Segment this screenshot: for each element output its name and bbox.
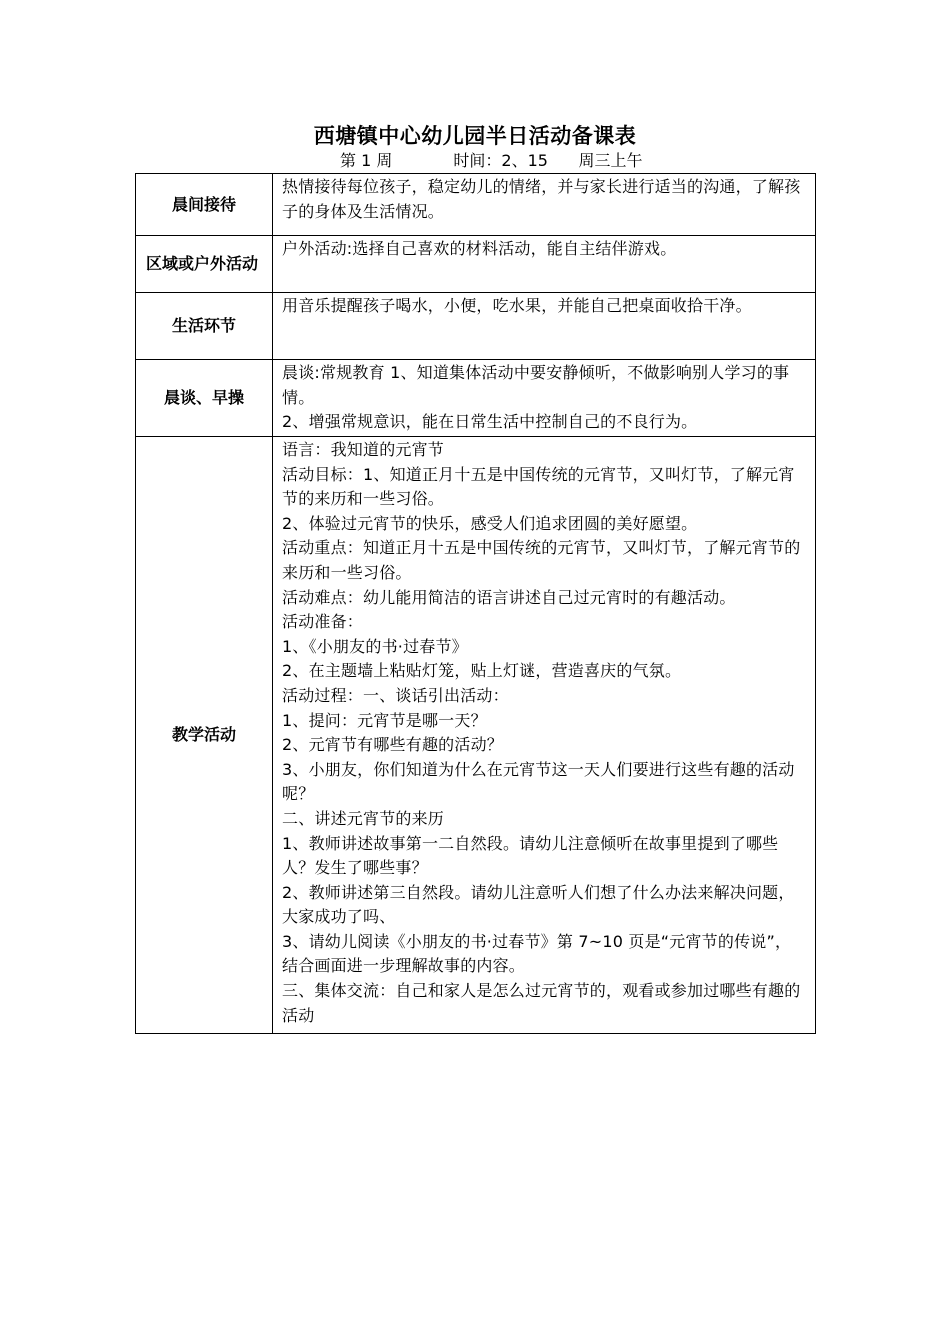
row-content <box>273 360 816 437</box>
table-row <box>136 174 816 236</box>
content-line: 活动难点：幼儿能用简洁的语言讲述自己过元宵时的有趣活动。 <box>282 587 736 607</box>
table-row <box>136 360 816 437</box>
day-label: 周三上午 <box>578 151 643 170</box>
content-line: 热情接待每位孩子，稳定幼儿的情绪，并与家长进行适当的沟通，了解孩子的身体及生活情况。 <box>282 177 801 221</box>
row-label: 生活环节 <box>136 293 273 360</box>
table-row <box>136 293 816 360</box>
content-line: 活动准备： <box>282 612 364 632</box>
row-label: 晨谈、早操 <box>136 360 273 437</box>
content-line: 2、教师讲述第三自然段。请幼儿注意听人们想了什么办法来解决问题，大家成功了吗、 <box>282 882 795 927</box>
row-content <box>273 236 816 293</box>
week-label: 第 1 周 <box>340 151 393 170</box>
content-line: 1、提问：元宵节是哪一天？ <box>282 710 487 730</box>
content-line: 用音乐提醒孩子喝水，小便，吃水果，并能自己把桌面收拾干净。 <box>282 296 752 315</box>
content-line: 晨谈:常规教育 1、知道集体活动中要安静倾听，不做影响别人学习的事情。 <box>282 363 790 407</box>
content-line: 活动过程：一、谈话引出活动： <box>282 685 509 705</box>
content-line: 3、小朋友，你们知道为什么在元宵节这一天人们要进行这些有趣的活动呢？ <box>282 759 795 804</box>
content-line: 2、在主题墙上粘贴灯笼，贴上灯谜，营造喜庆的气氛。 <box>282 661 682 681</box>
content-line: 三、集体交流：自己和家人是怎么过元宵节的，观看或参加过哪些有趣的活动 <box>282 981 801 1025</box>
row-content <box>273 174 816 236</box>
row-label: 教学活动 <box>136 437 273 1034</box>
content-line: 1、《小朋友的书·过春节》 <box>282 636 468 656</box>
row-label: 区域或户外活动 <box>136 236 273 293</box>
content-line: 1、教师讲述故事第一二自然段。请幼儿注意倾听在故事里提到了哪些人？发生了哪些事？ <box>282 833 779 878</box>
table-row <box>136 437 816 1034</box>
content-line: 活动目标：1、知道正月十五是中国传统的元宵节，又叫灯节，了解元宵节的来历和一些习俗。 <box>282 464 795 509</box>
plan-table <box>135 173 816 1034</box>
content-line: 活动重点：知道正月十五是中国传统的元宵节，又叫灯节，了解元宵节的来历和一些习俗。 <box>282 538 801 582</box>
content-line: 2、体验过元宵节的快乐，感受人们追求团圆的美好愿望。 <box>282 513 698 533</box>
content-line: 二、讲述元宵节的来历 <box>282 808 445 828</box>
content-line: 语言：我知道的元宵节 <box>282 440 445 459</box>
table-row <box>136 236 816 293</box>
content-line: 户外活动:选择自己喜欢的材料活动，能自主结伴游戏。 <box>282 239 677 258</box>
content-line: 2、增强常规意识，能在日常生活中控制自己的不良行为。 <box>282 412 698 432</box>
content-line: 3、请幼儿阅读《小朋友的书·过春节》第 7~10 页是“元宵节的传说”，结合画面进一步理解故事的内容。 <box>282 931 792 976</box>
content-line: 2、元宵节有哪些有趣的活动？ <box>282 735 503 755</box>
row-content <box>273 293 816 360</box>
page-title: 西塘镇中心幼儿园半日活动备课表 <box>313 124 637 148</box>
time-label: 时间：2、15 <box>453 151 548 170</box>
row-label: 晨间接待 <box>136 174 273 236</box>
row-content <box>273 437 816 1034</box>
header-info <box>340 150 642 172</box>
